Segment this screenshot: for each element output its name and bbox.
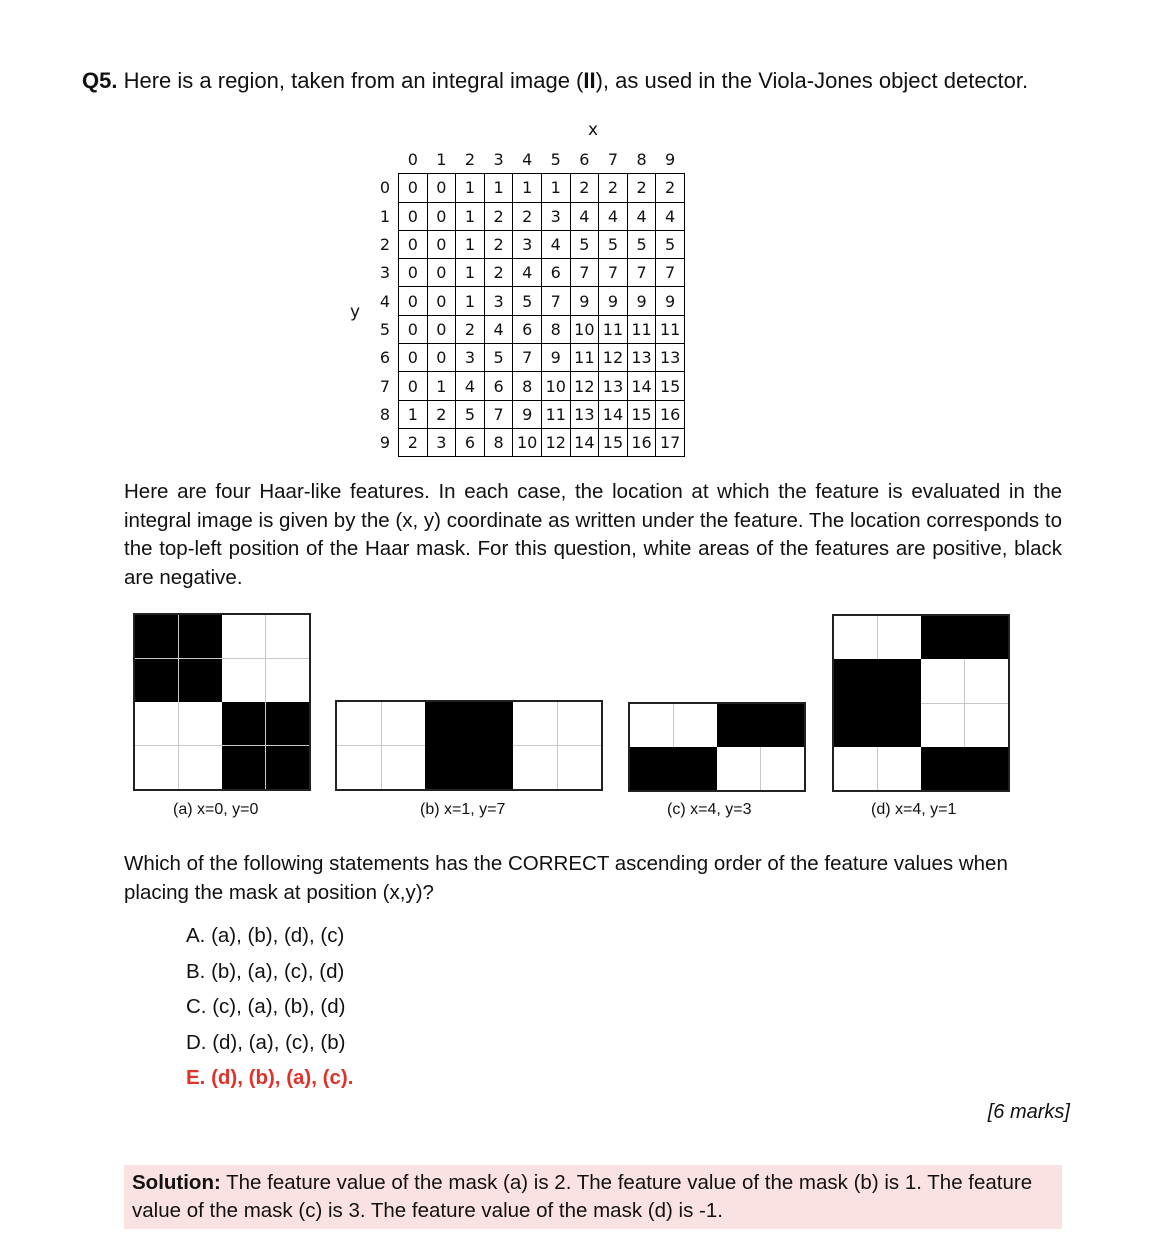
col-header: 6 xyxy=(579,150,590,170)
table-cell: 0 xyxy=(399,259,428,287)
table-row xyxy=(372,372,684,400)
question-number: Q5. xyxy=(82,68,118,93)
row-header: 1 xyxy=(379,206,391,226)
table-cell: 12 xyxy=(570,372,599,400)
table-cell: 5 xyxy=(484,344,513,372)
table-cell: 6 xyxy=(513,315,542,343)
row-header: 0 xyxy=(379,178,391,198)
haar-description: Here are four Haar-like features. In each case, the location at which the feature is evaluated in the integral image is given by the (x, y) coordinate as written under the feature. The location corresponds to the top-left position of the Haar mask. For this question, white areas of the features are positive, black are negative. xyxy=(124,480,1062,589)
table-cell: 0 xyxy=(427,287,456,315)
option-c[interactable]: C. (c), (a), (b), (d) xyxy=(186,995,346,1018)
table-cell: 4 xyxy=(484,315,513,343)
table-cell: 5 xyxy=(599,230,628,258)
col-header: 1 xyxy=(436,150,447,170)
table-row xyxy=(372,202,684,230)
table-cell: 14 xyxy=(627,372,656,400)
table-cell: 3 xyxy=(427,428,456,456)
table-row xyxy=(372,259,684,287)
table-cell: 1 xyxy=(456,202,485,230)
table-cell: 2 xyxy=(656,174,685,202)
table-cell: 9 xyxy=(627,287,656,315)
table-cell: 8 xyxy=(513,372,542,400)
table-cell: 1 xyxy=(456,259,485,287)
row-header: 6 xyxy=(379,348,391,368)
row-header: 3 xyxy=(379,263,391,283)
table-cell: 0 xyxy=(427,259,456,287)
question-intro-end: ), as used in the Viola-Jones object detector. xyxy=(595,68,1029,93)
table-cell: 9 xyxy=(599,287,628,315)
ordering-question: Which of the following statements has the CORRECT ascending order of the feature values when placing the mask at position (x,y)? xyxy=(124,852,1008,904)
solution-box xyxy=(124,1165,1062,1229)
table-cell: 14 xyxy=(599,400,628,428)
table-cell: 16 xyxy=(656,400,685,428)
table-cell: 9 xyxy=(513,400,542,428)
table-cell: 1 xyxy=(541,174,570,202)
x-axis-label: x xyxy=(588,120,599,140)
table-cell: 13 xyxy=(656,344,685,372)
col-header: 5 xyxy=(550,150,561,170)
table-cell: 13 xyxy=(599,372,628,400)
table-cell: 2 xyxy=(484,202,513,230)
table-cell: 4 xyxy=(599,202,628,230)
col-header: 2 xyxy=(464,150,476,170)
table-cell: 10 xyxy=(570,315,599,343)
mask-c-black-bottom-left xyxy=(630,747,717,790)
table-cell: 6 xyxy=(456,428,485,456)
table-cell: 7 xyxy=(599,259,628,287)
row-header: 2 xyxy=(379,235,391,255)
table-row xyxy=(372,174,684,202)
table-cell: 2 xyxy=(627,174,656,202)
col-header: 4 xyxy=(522,150,533,170)
table-cell: 11 xyxy=(541,400,570,428)
answer-options xyxy=(186,918,353,1096)
table-cell: 10 xyxy=(541,372,570,400)
table-cell: 1 xyxy=(484,174,513,202)
table-cell: 15 xyxy=(656,372,685,400)
col-header: 8 xyxy=(636,150,647,170)
table-cell: 2 xyxy=(599,174,628,202)
option-d[interactable]: D. (d), (a), (c), (b) xyxy=(186,1030,346,1054)
table-cell: 4 xyxy=(456,372,485,400)
table-cell: 15 xyxy=(599,428,628,456)
table-cell: 17 xyxy=(656,428,685,456)
table-cell: 6 xyxy=(541,259,570,287)
row-header: 7 xyxy=(379,376,391,396)
table-cell: 13 xyxy=(570,400,599,428)
table-cell: 0 xyxy=(399,315,428,343)
table-cell: 15 xyxy=(627,400,656,428)
table-cell: 12 xyxy=(541,428,570,456)
table-cell: 7 xyxy=(656,259,685,287)
table-cell: 2 xyxy=(513,202,542,230)
col-header: 9 xyxy=(665,150,676,170)
table-row xyxy=(372,230,684,258)
row-header: 9 xyxy=(379,433,391,453)
table-row xyxy=(372,400,684,428)
row-header: 4 xyxy=(379,291,391,311)
table-cell: 12 xyxy=(599,344,628,372)
table-cell: 3 xyxy=(484,287,513,315)
table-cell: 8 xyxy=(484,428,513,456)
table-cell: 1 xyxy=(456,287,485,315)
table-cell: 2 xyxy=(427,400,456,428)
table-cell: 3 xyxy=(456,344,485,372)
table-cell: 5 xyxy=(456,400,485,428)
y-axis-label: y xyxy=(350,302,361,322)
solution-text: The feature value of the mask (a) is 2. The feature value of the mask (b) is 1. The feature value of the mask (c) is 3. The feature value of the mask (d) is -1. xyxy=(132,1171,1033,1222)
table-cell: 3 xyxy=(541,202,570,230)
table-cell: 0 xyxy=(399,174,428,202)
col-header: 3 xyxy=(493,150,504,170)
caption-b: (b) x=1, y=7 xyxy=(420,801,506,818)
table-cell: 4 xyxy=(656,202,685,230)
table-cell: 0 xyxy=(399,372,428,400)
table-row xyxy=(372,287,684,315)
table-cell: 0 xyxy=(399,230,428,258)
question-intro: Here is a region, taken from an integral image ( xyxy=(123,68,584,93)
table-cell: 2 xyxy=(456,315,485,343)
table-cell: 7 xyxy=(484,400,513,428)
integral-image-abbr: II xyxy=(583,68,596,93)
table-cell: 4 xyxy=(627,202,656,230)
table-row xyxy=(372,344,684,372)
table-cell: 5 xyxy=(570,230,599,258)
table-cell: 11 xyxy=(570,344,599,372)
table-row xyxy=(372,428,684,456)
integral-image-table xyxy=(372,146,685,457)
table-cell: 0 xyxy=(427,202,456,230)
table-cell: 1 xyxy=(427,372,456,400)
table-cell: 2 xyxy=(399,428,428,456)
row-header: 8 xyxy=(379,404,391,424)
table-corner xyxy=(372,146,399,174)
table-cell: 3 xyxy=(513,230,542,258)
table-cell: 4 xyxy=(570,202,599,230)
table-cell: 0 xyxy=(399,202,428,230)
table-cell: 0 xyxy=(399,344,428,372)
table-cell: 16 xyxy=(627,428,656,456)
table-cell: 5 xyxy=(513,287,542,315)
table-cell: 7 xyxy=(570,259,599,287)
table-cell: 1 xyxy=(399,400,428,428)
table-cell: 6 xyxy=(484,372,513,400)
table-cell: 9 xyxy=(656,287,685,315)
table-cell: 2 xyxy=(570,174,599,202)
table-cell: 0 xyxy=(427,174,456,202)
table-cell: 2 xyxy=(484,259,513,287)
table-cell: 9 xyxy=(541,344,570,372)
table-cell: 1 xyxy=(456,230,485,258)
table-cell: 14 xyxy=(570,428,599,456)
mask-b-black-middle xyxy=(425,702,513,789)
table-cell: 10 xyxy=(513,428,542,456)
table-cell: 0 xyxy=(427,230,456,258)
option-b[interactable]: B. (b), (a), (c), (d) xyxy=(186,959,345,983)
haar-mask-c xyxy=(628,702,806,792)
option-e-correct[interactable]: E. (d), (b), (a), (c). xyxy=(186,1066,354,1089)
table-cell: 0 xyxy=(399,287,428,315)
table-cell: 11 xyxy=(656,315,685,343)
question-title xyxy=(82,68,1028,94)
col-header: 7 xyxy=(607,150,619,170)
table-cell: 4 xyxy=(541,230,570,258)
mask-d-black-bottom-right xyxy=(921,747,1008,790)
solution-label: Solution: xyxy=(132,1171,221,1194)
table-cell: 7 xyxy=(541,287,570,315)
table-row xyxy=(372,315,684,343)
row-header: 5 xyxy=(379,319,391,339)
table-cell: 8 xyxy=(541,315,570,343)
table-cell: 4 xyxy=(513,259,542,287)
table-cell: 0 xyxy=(427,315,456,343)
table-cell: 9 xyxy=(570,287,599,315)
haar-mask-d xyxy=(832,614,1010,792)
table-cell: 2 xyxy=(484,230,513,258)
table-cell: 1 xyxy=(456,174,485,202)
table-cell: 7 xyxy=(513,344,542,372)
table-cell: 5 xyxy=(627,230,656,258)
haar-mask-b xyxy=(335,700,603,791)
option-a[interactable]: A. (a), (b), (d), (c) xyxy=(186,924,345,947)
table-cell: 11 xyxy=(599,315,628,343)
mask-c-black-top-right xyxy=(717,704,804,747)
caption-a: (a) x=0, y=0 xyxy=(173,801,259,818)
table-cell: 11 xyxy=(627,315,656,343)
integral-image-grid xyxy=(372,146,685,457)
caption-c: (c) x=4, y=3 xyxy=(667,801,752,818)
marks-label: [6 marks] xyxy=(987,1101,1070,1123)
table-cell: 13 xyxy=(627,344,656,372)
table-cell: 7 xyxy=(627,259,656,287)
haar-mask-a xyxy=(133,613,311,791)
table-cell: 5 xyxy=(656,230,685,258)
mask-d-black-top-right xyxy=(921,616,1008,659)
mask-d-black-middle-left xyxy=(834,659,921,747)
table-cell: 1 xyxy=(513,174,542,202)
col-header: 0 xyxy=(407,150,418,170)
table-cell: 0 xyxy=(427,344,456,372)
caption-d: (d) x=4, y=1 xyxy=(871,801,957,818)
